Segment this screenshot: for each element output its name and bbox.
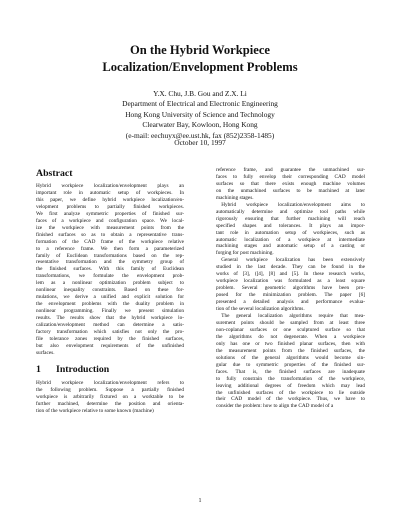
paper-date: October 10, 1997 <box>174 138 226 147</box>
text-line: surfaces so that there exists enough machine volumes <box>216 180 365 187</box>
text-line: reference frame, and guarantee the unmachined sur- <box>216 167 365 173</box>
text-line: tion of the workpiece relative to some known (machine) <box>36 407 154 414</box>
text-line: ize the workpiece with measurement points from the <box>36 224 184 231</box>
text-line: We first analyze symmetric properties of finished sur- <box>36 210 184 217</box>
text-line: resentative transformation and the symmetry group of <box>36 259 184 266</box>
text-line: forging for post machining. <box>216 250 274 257</box>
contact-line: (e-mail: eechuyx@ee.ust.hk, fax (852)2358-1485) <box>125 130 275 140</box>
text-line: important role in automatic setup of workpieces. In <box>36 189 184 196</box>
text-line: lem as a nonlinear optimization problem subject to <box>36 280 184 287</box>
text-line: the unfinished surfaces of the workpiece to lie outside <box>216 389 365 396</box>
abstract-text <box>36 183 184 357</box>
introduction-heading <box>36 364 109 375</box>
text-line: machining stages and automatic setup of a casting or <box>216 243 365 250</box>
text-line: to a reference frame. We then form a parameterized <box>36 245 184 252</box>
text-line: consider the problem: how to align the CAD model of a <box>216 403 334 410</box>
affiliation-line: Department of Electrical and Electronic Engineering <box>122 99 278 109</box>
text-line: specified shapes and tolerances. It plays an impor- <box>216 222 365 229</box>
text-line: non-coplanar surfaces or one sculptured surface so that <box>216 326 365 333</box>
text-line: velopment problems to partially finished workpieces. <box>36 203 184 210</box>
text-line: leaving additional degrees of freedom which may lead <box>216 382 365 389</box>
text-line: machining stages. <box>216 194 254 201</box>
text-line: to fully constrain the transformation of the workpiece, <box>216 375 365 382</box>
text-line: solutions of the general algorithms would become sin- <box>216 354 365 361</box>
text-line: file tolerance zones required by the finished surfaces, <box>36 335 184 342</box>
text-line: their CAD model of the workpiece. Thus, we have to <box>216 396 365 403</box>
text-line: formation of the CAD frame of the workpiece relative <box>36 238 184 245</box>
text-line: but also envelopment requirements of the unfinished <box>36 342 184 349</box>
section-title: Introduction <box>56 364 110 375</box>
text-line: faces of a workpiece and configuration space. We local- <box>36 217 184 224</box>
text-line: family of Euclidean transformations based on the rep- <box>36 252 184 259</box>
introduction-text <box>36 380 184 415</box>
text-line: studied in the last decade. They can be found in the <box>216 264 365 271</box>
text-line: the envelopment problems with the duality problem in <box>36 301 184 308</box>
text-line: rigorously ensuring that further machining will reach <box>216 215 365 222</box>
author-names: Y.X. Chu, J.B. Gou and Z.X. Li <box>153 89 247 98</box>
text-line: further machined, determine the position and orienta- <box>36 400 184 407</box>
text-line: works of [3], ([4], [8] and [5]. In these research works, <box>216 271 365 278</box>
text-line: workpiece localization was formulated as a least square <box>216 278 365 285</box>
text-line: surement points should be sampled from at least three <box>216 319 365 326</box>
title-line: Localization/Envelopment Problems <box>102 60 298 74</box>
text-line: on the unmachined surfaces to be machined at later <box>216 187 365 194</box>
text-line: General workpiece localization has been extensively <box>216 257 365 264</box>
text-line: only has one or two finished planar surfaces, then with <box>216 340 365 347</box>
author-block <box>0 89 400 141</box>
text-line: Hybrid workpiece localization/envelopment plays an <box>36 183 184 189</box>
text-line: nonlinear inequality constraints. Based on these for- <box>36 287 184 294</box>
title-line: On the Hybrid Workpiece <box>129 43 271 57</box>
text-line: results. The results show that the hybrid workpiece lo- <box>36 315 184 322</box>
section-number: 1 <box>36 364 41 375</box>
text-line: automatically determine and optimize tool paths while <box>216 208 365 215</box>
text-line: Hybrid workpiece localization/envelopment aims to <box>216 201 365 208</box>
text-line: workpiece is arbitrarily fixtured on a worktable to be <box>36 393 184 400</box>
text-line: The general localization algorithms require that mea- <box>216 313 365 320</box>
page-number: 1 <box>198 498 202 504</box>
text-line: nonlinear programming. Finally we present simulation <box>36 308 184 315</box>
text-line: tant role in automation setup of workpieces, such as <box>216 229 365 236</box>
affiliation-line: Clearwater Bay, Kowloon, Hong Kong <box>142 120 258 130</box>
text-line: the measurement points from the finished surfaces, the <box>216 347 365 354</box>
text-line: presented a detailed analysis and performance evalua- <box>216 299 365 306</box>
text-line: automatic localization of a workpiece at intermediate <box>216 236 365 243</box>
paper-title <box>0 42 400 76</box>
text-line: finished surfaces so as to obtain a representative trans- <box>36 231 184 238</box>
text-line: tion of the several localization algorithms. <box>216 306 305 313</box>
text-line: faces to fully envelop their corresponding CAD model <box>216 173 365 180</box>
text-line: gular due to symmetric properties of the finished sur- <box>216 361 365 368</box>
text-line: posed for the minimization problem. The paper [6] <box>216 292 365 299</box>
text-line: faces. That is, the finished surfaces are inadequate <box>216 368 365 375</box>
text-line: mulations, we derive a unified and explicit solution for <box>36 294 184 301</box>
text-line: this paper, we define hybrid workpiece localization/en- <box>36 196 184 203</box>
right-column-text <box>216 167 365 410</box>
abstract-heading: Abstract <box>36 168 73 179</box>
text-line: the finished surfaces. With this family of Euclidean <box>36 266 184 273</box>
text-line: problem. Several geometric algorithms have been pro- <box>216 285 365 292</box>
affiliation-line: Hong Kong University of Science and Technology <box>125 109 275 119</box>
text-line: Hybrid workpiece localization/envelopment refers to <box>36 380 184 386</box>
text-line: factory transformation which satisfies not only the pro- <box>36 329 184 336</box>
text-line: calization/envelopment method can determine a satis- <box>36 322 184 329</box>
text-line: the algorithms do not degenerate. When a workpiece <box>216 333 365 340</box>
text-line: transformations, we formulate the envelopment prob- <box>36 273 184 280</box>
text-line: surfaces. <box>36 349 55 356</box>
text-line: the following problem. Suppose a partially finished <box>36 386 184 393</box>
